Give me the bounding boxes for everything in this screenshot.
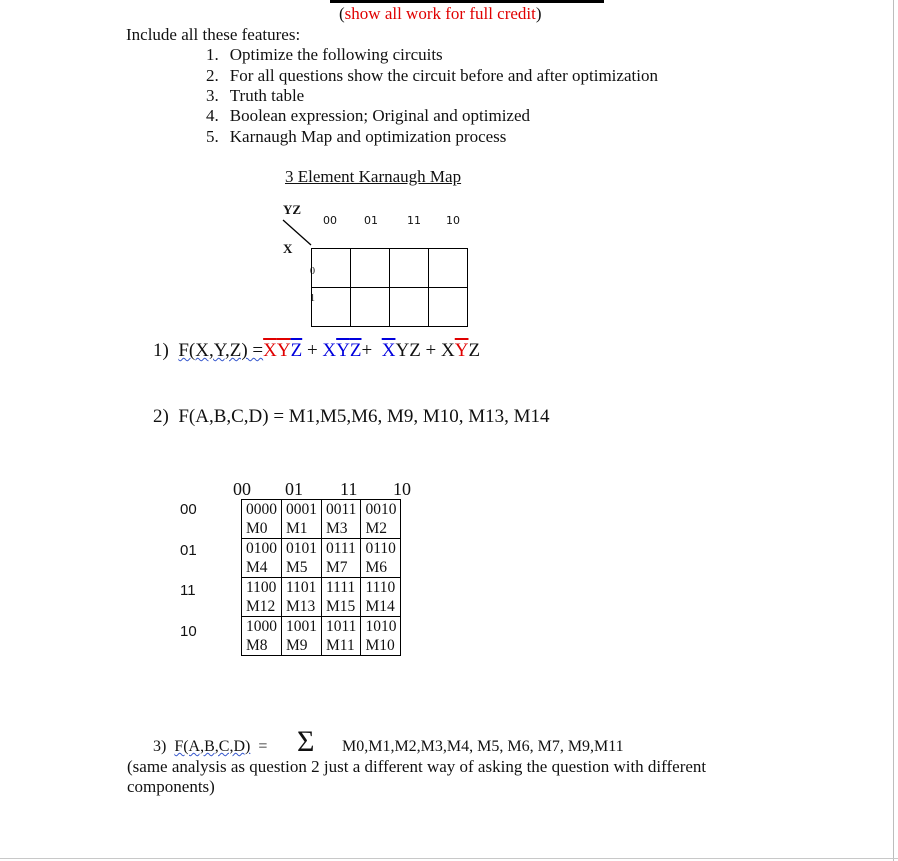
page-bottom-edge — [0, 858, 898, 859]
kmap3-col-label: 00 — [323, 214, 337, 227]
kmap4-cell: 0000 — [242, 500, 282, 520]
kmap4-cell: M11 — [322, 636, 361, 656]
kmap3-row-var: X — [283, 241, 293, 256]
kmap4-grid — [241, 499, 401, 656]
q3-note-line1: (same analysis as question 2 just a different way of asking the question with different — [127, 757, 707, 776]
kmap4-cell: 1101 — [282, 578, 322, 598]
kmap4-cell: M14 — [361, 597, 401, 617]
q1-lhs: F(X,Y,Z) = — [178, 340, 264, 361]
kmap4-cell: M0 — [242, 519, 282, 539]
kmap4-col-label: 01 — [285, 479, 303, 499]
kmap3-cell — [312, 249, 351, 288]
kmap4-cell: 1111 — [322, 578, 361, 598]
kmap4-cell: 0100 — [242, 539, 282, 559]
kmap4-cell: 1100 — [242, 578, 282, 598]
kmap4-cell: M5 — [282, 558, 322, 578]
kmap4-cell: M10 — [361, 636, 401, 656]
credit-note: (show all work for full credit) — [339, 4, 542, 23]
kmap4-cell: M8 — [242, 636, 282, 656]
feature-item: 3. Truth table — [206, 86, 305, 105]
kmap3-cell — [351, 288, 390, 327]
kmap4-cell: 1110 — [361, 578, 401, 598]
kmap3-row-label: 0 — [310, 266, 315, 277]
kmap4-cell: 1010 — [361, 617, 401, 637]
kmap4-cell: M13 — [282, 597, 322, 617]
kmap4-row-label: 10 — [180, 623, 197, 640]
kmap4-cell: M12 — [242, 597, 282, 617]
kmap3-cell — [390, 288, 429, 327]
kmap3-grid — [311, 248, 468, 327]
kmap4-cell: 0101 — [282, 539, 322, 559]
kmap4-cell: M7 — [322, 558, 361, 578]
kmap4-cell: 0111 — [322, 539, 361, 559]
kmap3-cell — [390, 249, 429, 288]
kmap4-col-label: 10 — [393, 479, 411, 499]
page-right-edge — [893, 0, 894, 861]
question-3: 3) F(A,B,C,D) = — [153, 738, 268, 755]
kmap4-cell: M1 — [282, 519, 322, 539]
kmap4-cell: M9 — [282, 636, 322, 656]
feature-item: 4. Boolean expression; Original and optimized — [206, 106, 531, 125]
kmap3-col-label: 01 — [364, 214, 378, 227]
kmap4-cell: 0010 — [361, 500, 401, 520]
kmap4-cell: M6 — [361, 558, 401, 578]
kmap4-cell: 1001 — [282, 617, 322, 637]
kmap4-cell: 0110 — [361, 539, 401, 559]
kmap4-cell: 1011 — [322, 617, 361, 637]
kmap3-row-label: 1 — [310, 293, 315, 304]
feature-item: 1. Optimize the following circuits — [206, 45, 443, 64]
question-1: 1) $F(X,Y,Z) =\overline{X}\overline{Y}\overline{Z} + X\overline{Y}\overline{Z}+ \overline{X}YZ + X\overline{Y}Z$ — [153, 340, 481, 361]
kmap4-cell: 1000 — [242, 617, 282, 637]
kmap4-cell: 0001 — [282, 500, 322, 520]
kmap4-cell: M15 — [322, 597, 361, 617]
header-rule — [330, 0, 604, 3]
q3-note-line2: components) — [127, 777, 215, 796]
kmap4-cell: M4 — [242, 558, 282, 578]
kmap4-col-label: 00 — [233, 479, 251, 499]
kmap3-cell — [351, 249, 390, 288]
kmap4-row-label: 01 — [180, 542, 197, 559]
kmap4-row-label: 00 — [180, 501, 197, 518]
question-2: 2) F(A,B,C,D) = M1,M5,M6, M9, M10, M13, M14 — [153, 406, 550, 427]
q3-terms: M0,M1,M2,M3,M4, M5, M6, M7, M9,M11 — [342, 738, 624, 755]
kmap3-col-label: 10 — [446, 214, 460, 227]
kmap4-row-label: 11 — [180, 582, 196, 599]
q1-number: 1) — [153, 340, 169, 361]
kmap3-col-var: YZ — [283, 202, 302, 217]
kmap3-cell — [312, 288, 351, 327]
feature-item: 2. For all questions show the circuit before and after optimization — [206, 66, 658, 85]
intro-text: Include all these features: — [126, 25, 301, 44]
kmap4-cell: M2 — [361, 519, 401, 539]
kmap4-col-label: 11 — [340, 479, 358, 499]
kmap4-cell: M3 — [322, 519, 361, 539]
feature-item: 5. Karnaugh Map and optimization process — [206, 127, 507, 146]
kmap3-title: 3 Element Karnaugh Map — [285, 167, 462, 186]
kmap4-cell: 0011 — [322, 500, 361, 520]
kmap3-cell — [429, 288, 468, 327]
kmap3-col-label: 11 — [407, 214, 421, 227]
kmap3-cell — [429, 249, 468, 288]
sigma-symbol: Σ — [297, 725, 315, 758]
